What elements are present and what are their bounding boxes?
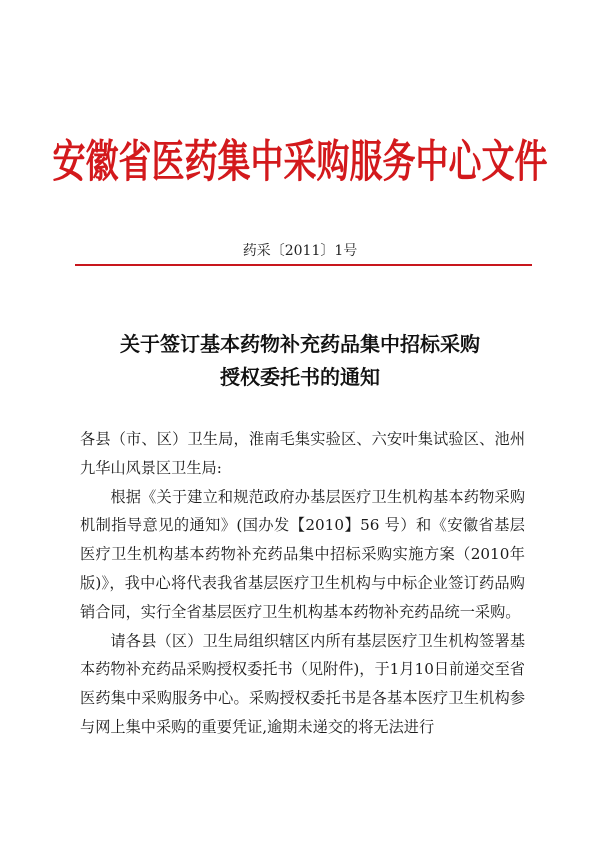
notice-title-line-2: 授权委托书的通知 bbox=[220, 365, 380, 389]
notice-title bbox=[0, 328, 600, 394]
document-number: 药采〔2011〕1号 bbox=[242, 243, 358, 259]
body-paragraph: 请各县（区）卫生局组织辖区内所有基层医疗卫生机构签署基本药物补充药品采购授权委托书（见附件)，于1月10日前递交至省医药集中采购服务中心。采购授权委托书是各基本医疗卫生机构参与网上集中采购的重要凭证,逾期未递交的将无法进行 bbox=[80, 631, 525, 736]
addressee: 各县（市、区）卫生局，淮南毛集实验区、六安叶集试验区、池州九华山风景区卫生局: bbox=[80, 430, 525, 477]
notice-title-line-1: 关于签订基本药物补充药品集中招标采购 bbox=[120, 332, 480, 356]
notice-body bbox=[80, 425, 525, 742]
body-paragraph: 根据《关于建立和规范政府办基层医疗卫生机构基本药物采购机制指导意见的通知》(国办发【2010】56 号）和《安徽省基层医疗卫生机构基本药物补充药品集中招标采购实施方案（2010年版)》，我中心将代表我省基层医疗卫生机构与中标企业签订药品购销合同，实行全省基层医疗卫生机构基本药物补充药品统一采购。 bbox=[80, 487, 525, 621]
document-header-title: 安徽省医药集中采购服务中心文件 bbox=[52, 134, 548, 188]
red-divider-line bbox=[75, 264, 532, 266]
